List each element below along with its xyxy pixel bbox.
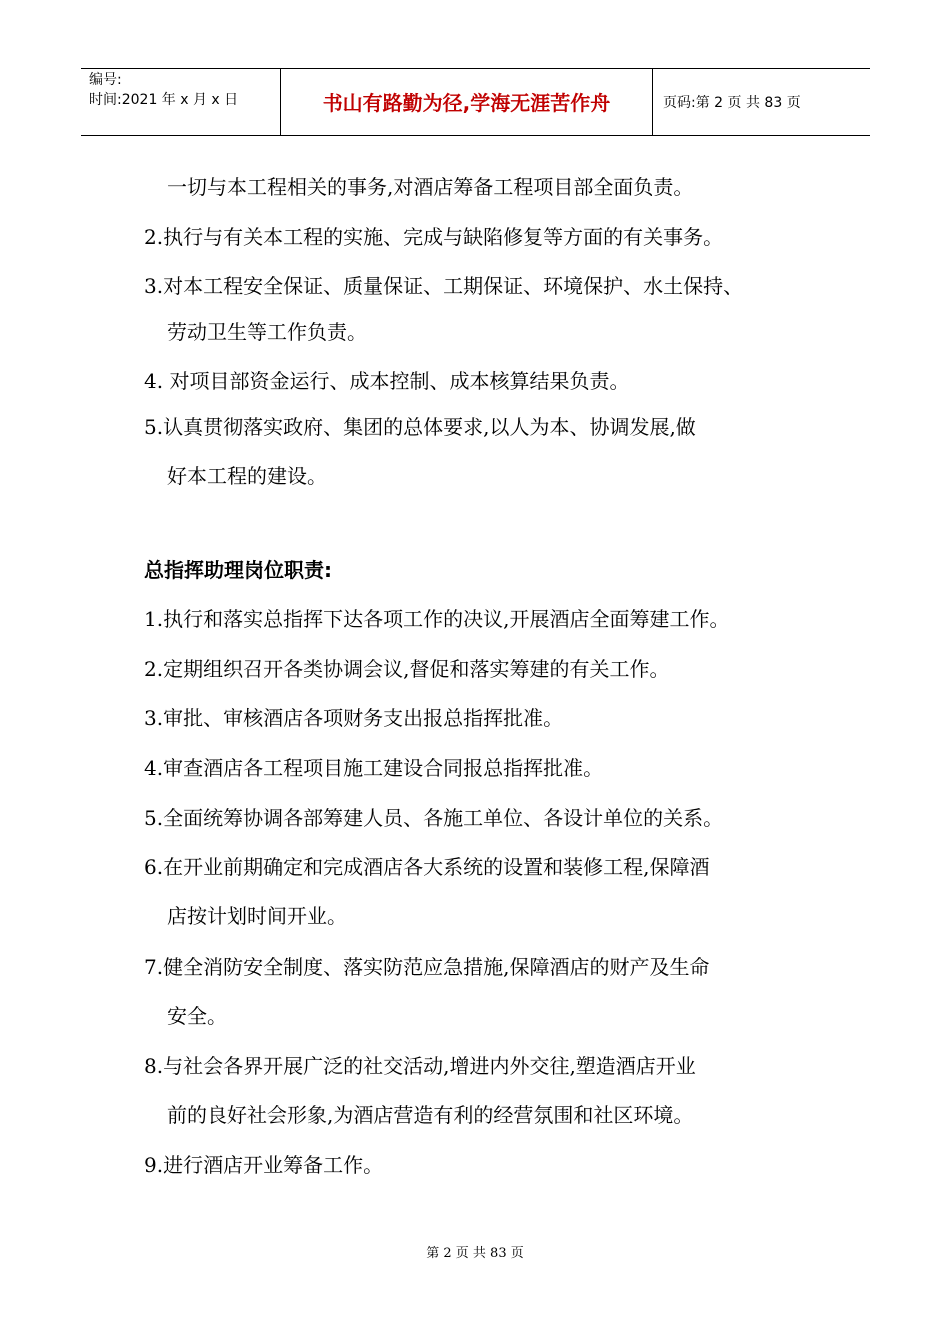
body-line: 2.执行与有关本工程的实施、完成与缺陷修复等方面的有关事务。 bbox=[144, 225, 724, 249]
header-left-cell bbox=[81, 69, 281, 135]
list-item: 安全。 bbox=[167, 1004, 227, 1028]
header-right-cell bbox=[653, 69, 870, 135]
list-item: 9.进行酒店开业筹备工作。 bbox=[144, 1153, 384, 1177]
body-line: 5.认真贯彻落实政府、集团的总体要求,以人为本、协调发展,做 bbox=[144, 415, 696, 439]
list-item: 7.健全消防安全制度、落实防范应急措施,保障酒店的财产及生命 bbox=[144, 955, 710, 979]
page-header bbox=[81, 68, 870, 136]
list-item: 前的良好社会形象,为酒店营造有利的经营氛围和社区环境。 bbox=[167, 1103, 694, 1127]
list-item: 1.执行和落实总指挥下达各项工作的决议,开展酒店全面筹建工作。 bbox=[144, 607, 730, 631]
header-page-label: 页码:第 2 页 共 83 页 bbox=[663, 95, 801, 111]
list-item: 3.审批、审核酒店各项财务支出报总指挥批准。 bbox=[144, 706, 564, 730]
header-motto: 书山有路勤为径,学海无涯苦作舟 bbox=[322, 91, 611, 115]
list-item: 4.审查酒店各工程项目施工建设合同报总指挥批准。 bbox=[144, 756, 604, 780]
list-item: 8.与社会各界开展广泛的社交活动,增进内外交往,塑造酒店开业 bbox=[144, 1054, 696, 1078]
list-item: 6.在开业前期确定和完成酒店各大系统的设置和装修工程,保障酒 bbox=[144, 855, 710, 879]
list-item: 5.全面统筹协调各部筹建人员、各施工单位、各设计单位的关系。 bbox=[144, 806, 724, 830]
body-line: 一切与本工程相关的事务,对酒店筹备工程项目部全面负责。 bbox=[167, 175, 694, 199]
document-time-label: 时间:2021 年 x 月 x 日 bbox=[89, 92, 239, 108]
body-line: 3.对本工程安全保证、质量保证、工期保证、环境保护、水土保持、 bbox=[144, 274, 744, 298]
document-number-label: 编号: bbox=[89, 72, 122, 88]
section-heading: 总指挥助理岗位职责: bbox=[144, 558, 332, 582]
body-line: 好本工程的建设。 bbox=[167, 464, 327, 488]
list-item: 2.定期组织召开各类协调会议,督促和落实筹建的有关工作。 bbox=[144, 657, 670, 681]
page-footer: 第 2 页 共 83 页 bbox=[426, 1246, 524, 1261]
list-item: 店按计划时间开业。 bbox=[167, 904, 347, 928]
body-line: 劳动卫生等工作负责。 bbox=[167, 320, 367, 344]
body-line: 4. 对项目部资金运行、成本控制、成本核算结果负责。 bbox=[144, 369, 630, 393]
header-middle-cell bbox=[281, 69, 653, 135]
